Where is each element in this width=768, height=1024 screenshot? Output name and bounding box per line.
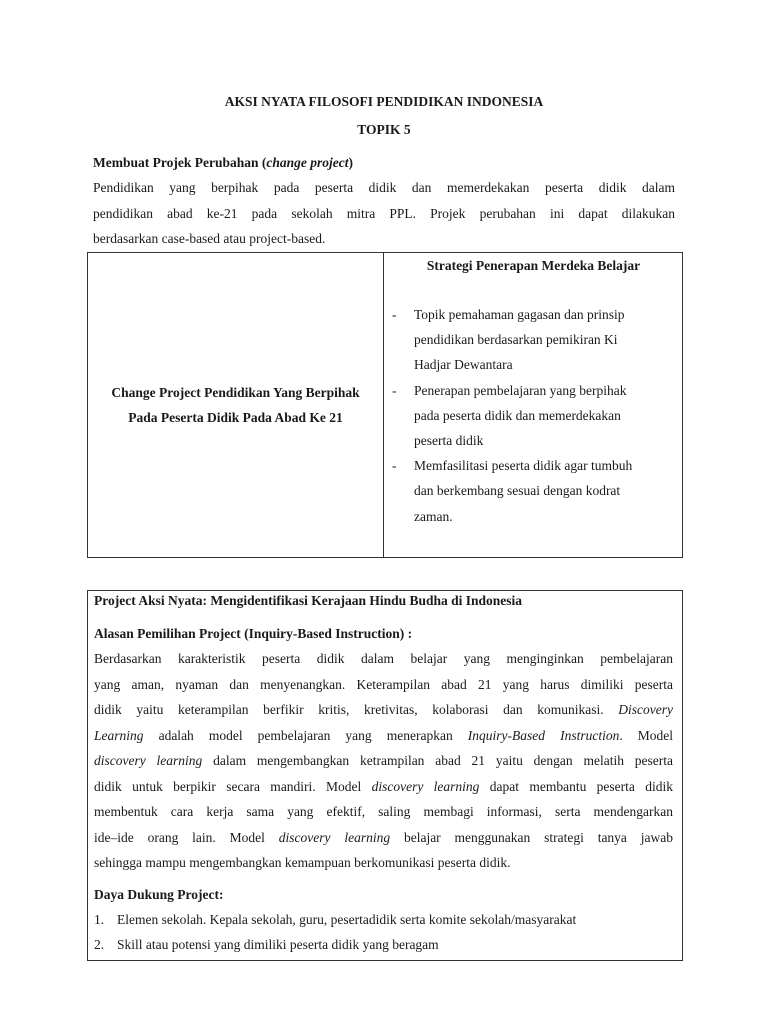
strategy-item-line: Hadjar Dewantara [414, 357, 513, 373]
body-text: . Model [619, 727, 674, 743]
alasan-paragraph [94, 646, 673, 876]
body-line [94, 723, 673, 749]
strategy-item [384, 302, 683, 378]
body-text: didik yaitu keterampilan berfikir kritis, kretivitas, kolaborasi dan komunikasi. [94, 702, 604, 717]
body-italic: discovery learning [94, 753, 203, 768]
intro-line: berdasarkan case-based atau project-based. [93, 231, 326, 246]
bullet-dash: - [392, 458, 397, 474]
item-number: 2. [94, 937, 105, 952]
body-line: yang aman, nyaman dan menyenangkan. Keterampilan abad 21 yang harus dimiliki peserta [94, 676, 673, 692]
body-line: membentuk cara kerja sama yang efektif, saling membagi informasi, serta mendengarkan [94, 804, 673, 819]
strategy-table [87, 252, 683, 558]
body-italic: discovery learning [371, 778, 480, 794]
body-italic: Inquiry-Based Instruction [467, 727, 620, 743]
intro-line: pendidikan abad ke-21 pada sekolah mitra PPL. Projek perubahan ini dapat dilakukan [93, 205, 675, 221]
document-subtitle: TOPIK 5 [357, 122, 411, 137]
section-heading-italic: change project [266, 155, 349, 170]
strategy-item [384, 378, 683, 454]
alasan-heading: Alasan Pemilihan Project (Inquiry-Based Instruction) : [94, 626, 413, 641]
bullet-dash: - [392, 307, 397, 322]
body-text: didik untuk berpikir secara mandiri. Model [94, 778, 362, 794]
strategy-item-line: peserta didik [414, 433, 484, 449]
section-heading [93, 155, 353, 171]
section-heading-suffix: ) [348, 155, 353, 170]
project-title: Project Aksi Nyata: Mengidentifikasi Kerajaan Hindu Budha di Indonesia [94, 593, 523, 608]
body-line: Berdasarkan karakteristik peserta didik dalam belajar yang menginginkan pembelajaran [94, 651, 673, 666]
body-line [94, 825, 673, 851]
daya-dukung-item [94, 907, 673, 932]
intro-line: Pendidikan yang berpihak pada peserta didik dan memerdekakan peserta didik dalam [93, 180, 675, 195]
section-heading-prefix: Membuat Projek Perubahan ( [93, 155, 267, 170]
strategy-item-line: dan berkembang sesuai dengan kodrat [414, 483, 621, 499]
strategy-item-line: zaman. [414, 508, 453, 524]
change-project-line: Change Project Pendidikan Yang Berpihak [111, 384, 360, 400]
body-text: dapat membantu peserta didik [489, 778, 673, 794]
body-text: dalam mengembangkan ketrampilan abad 21 yaitu dengan melatih peserta [213, 753, 674, 768]
document-title: AKSI NYATA FILOSOFI PENDIDIKAN INDONESIA [224, 94, 544, 109]
body-italic: Learning [94, 727, 144, 743]
body-text: belajar menggunakan strategi tanya jawab [403, 829, 674, 845]
strategy-item [384, 453, 683, 529]
item-text: Elemen sekolah. Kepala sekolah, guru, pesertadidik serta komite sekolah/masyarakat [117, 912, 577, 927]
strategy-item-line: Memfasilitasi peserta didik agar tumbuh [414, 458, 633, 474]
body-line: sehingga mampu mengembangkan kemampuan berkomunikasi peserta didik. [94, 855, 511, 870]
item-text: Skill atau potensi yang dimiliki peserta didik yang beragam [117, 937, 439, 952]
daya-dukung-heading: Daya Dukung Project: [94, 887, 224, 902]
strategy-item-line: pendidikan berdasarkan pemikiran Ki [414, 332, 618, 348]
body-italic: discovery learning [278, 829, 391, 845]
change-project-cell [88, 253, 383, 557]
item-number: 1. [94, 912, 105, 927]
body-text: ide–ide orang lain. Model [94, 829, 265, 845]
strategy-heading: Strategi Penerapan Merdeka Belajar [426, 258, 641, 273]
body-text: adalah model pembelajaran yang menerapkan [158, 727, 453, 743]
strategy-item-line: Penerapan pembelajaran yang berpihak [414, 382, 627, 398]
strategy-list [384, 302, 683, 529]
bullet-dash: - [392, 382, 397, 398]
daya-dukung-list [94, 907, 673, 957]
body-line [94, 697, 673, 723]
daya-dukung-item [94, 932, 673, 957]
project-table [87, 590, 683, 961]
body-italic: Discovery [618, 702, 674, 717]
strategy-item-line: Topik pemahaman gagasan dan prinsip [414, 307, 625, 322]
body-line [94, 774, 673, 800]
intro-paragraph [93, 175, 675, 252]
body-line [94, 748, 673, 774]
strategy-item-line: pada peserta didik dan memerdekakan [414, 407, 621, 423]
change-project-line: Pada Peserta Didik Pada Abad Ke 21 [128, 410, 343, 425]
